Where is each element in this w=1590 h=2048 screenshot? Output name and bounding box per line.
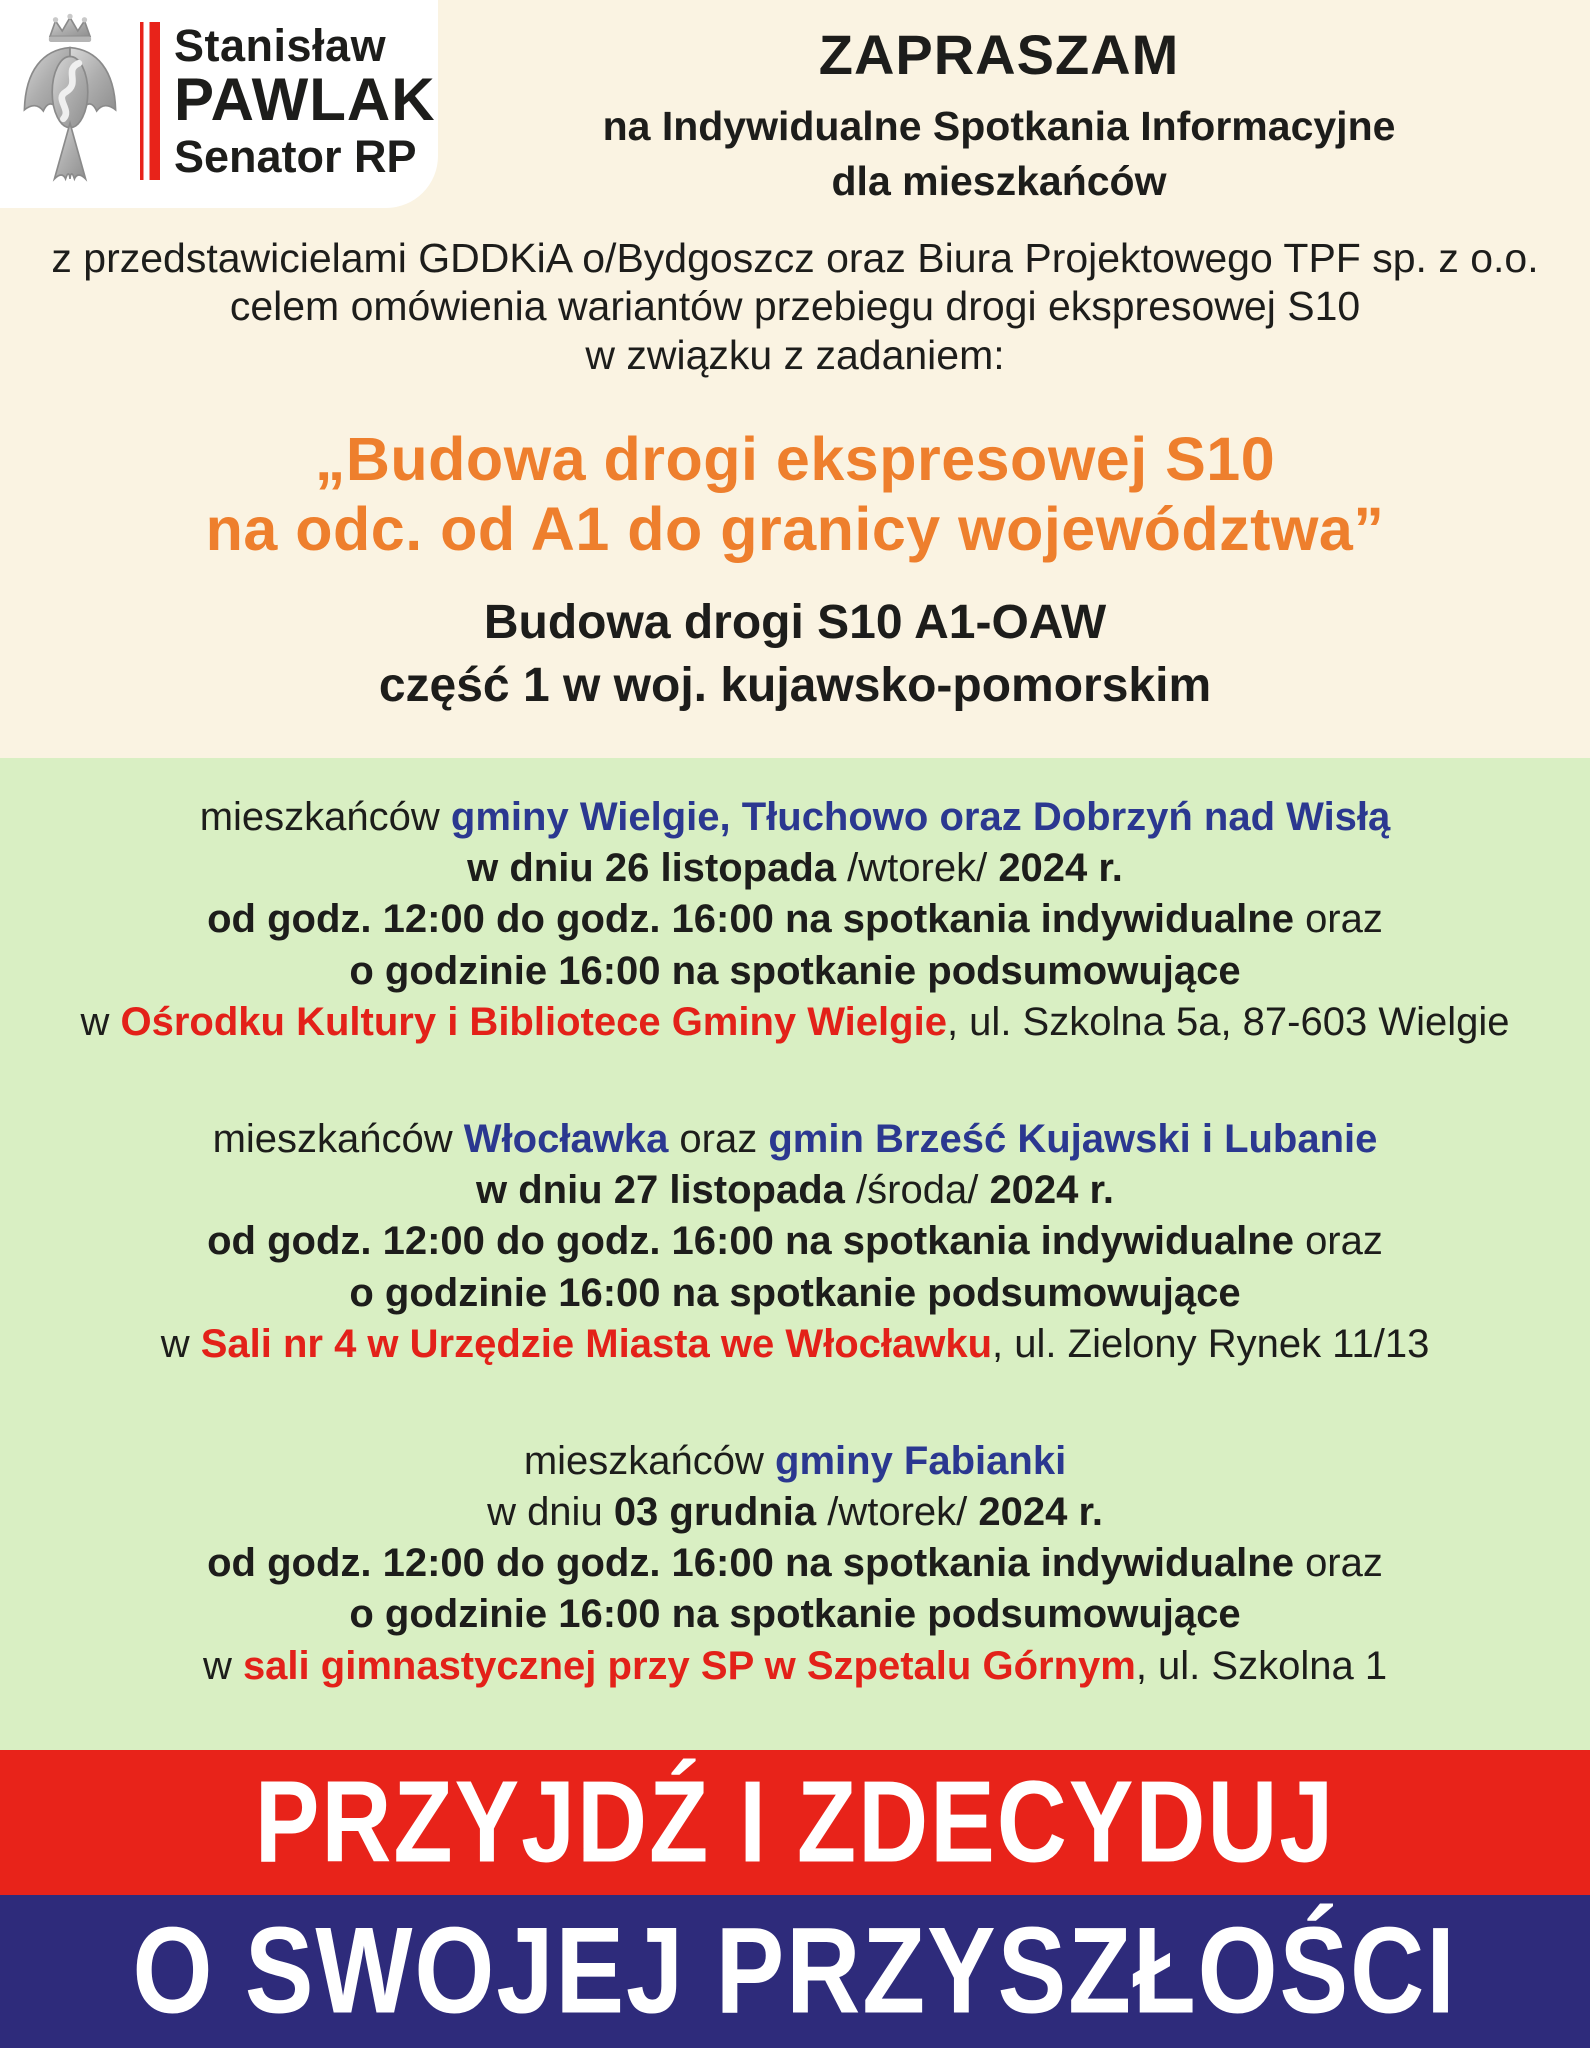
date-line	[0, 1487, 1590, 1538]
date-year: 2024 r.	[978, 1490, 1103, 1535]
audience-group: gminy Fabianki	[775, 1438, 1067, 1483]
date-weekday: /wtorek/	[847, 846, 999, 891]
call-to-action-banner-navy	[0, 1895, 1590, 2048]
senator-last-name: PAWLAK	[174, 66, 436, 133]
individual-meetings-text: od godz. 12:00 do godz. 16:00 na spotkania indywidualne	[207, 897, 1306, 942]
invitation-subtitle-2: dla mieszkańców	[831, 158, 1167, 204]
invitation-subtitle-1: na Indywidualne Spotkania Informacyjne	[602, 103, 1396, 149]
audience-line	[0, 1436, 1590, 1487]
senator-logo-card	[0, 0, 438, 208]
invitation-title: ZAPRASZAM	[818, 23, 1180, 86]
individual-meetings-suffix: oraz	[1305, 1541, 1383, 1586]
individual-meetings-line	[0, 1538, 1590, 1589]
date-line	[0, 843, 1590, 894]
header-row	[0, 0, 1590, 208]
project-subtitle	[0, 592, 1590, 717]
venue-line	[0, 1319, 1590, 1370]
date-year: 2024 r.	[998, 846, 1123, 891]
project-title	[0, 425, 1590, 564]
summary-meeting-line	[0, 946, 1590, 997]
audience-mid: oraz	[668, 1116, 769, 1161]
audience-group: Włocławka	[463, 1116, 669, 1161]
venue-prefix: w	[160, 1321, 201, 1366]
venue-name: sali gimnastycznej przy SP w Szpetalu Górnym	[242, 1643, 1136, 1688]
individual-meetings-text: od godz. 12:00 do godz. 16:00 na spotkania indywidualne	[207, 1541, 1306, 1586]
venue-address: , ul. Szkolna 5a, 87-603 Wielgie	[946, 999, 1510, 1044]
venue-line	[0, 997, 1590, 1048]
project-title-line-1: „Budowa drogi ekspresowej S10	[314, 425, 1276, 494]
date-main: 03 grudnia	[613, 1490, 828, 1535]
date-prefix: w dniu	[487, 1490, 614, 1535]
individual-meetings-suffix: oraz	[1305, 1219, 1383, 1264]
intro-line-3: w związku z zadaniem:	[585, 331, 1005, 378]
project-subtitle-line-2: część 1 w woj. kujawsko-pomorskim	[378, 658, 1212, 712]
invitation-header	[438, 0, 1590, 205]
individual-meetings-text: od godz. 12:00 do godz. 16:00 na spotkania indywidualne	[207, 1219, 1306, 1264]
date-main: w dniu 27 listopada	[475, 1168, 857, 1213]
senate-eagle-icon	[14, 12, 126, 190]
senator-first-name: Stanisław	[174, 20, 387, 71]
venue-name: Ośrodku Kultury i Bibliotece Gminy Wielgie	[120, 999, 947, 1044]
meeting-block-wielgie	[0, 792, 1590, 1048]
call-to-action-banner-red	[0, 1750, 1590, 1895]
venue-address: , ul. Zielony Rynek 11/13	[992, 1321, 1430, 1366]
summary-meeting-text: o godzinie 16:00 na spotkanie podsumowujące	[349, 1592, 1241, 1637]
audience-group-2: gmin Brześć Kujawski i Lubanie	[768, 1116, 1378, 1161]
summary-meeting-text: o godzinie 16:00 na spotkanie podsumowujące	[349, 1270, 1241, 1315]
intro-line-2: celem omówienia wariantów przebiegu drogi ekspresowej S10	[229, 283, 1361, 330]
project-subtitle-line-1: Budowa drogi S10 A1-OAW	[483, 596, 1107, 650]
meetings-section	[0, 758, 1590, 1750]
intro-paragraph	[0, 234, 1590, 379]
summary-meeting-line	[0, 1589, 1590, 1640]
meeting-block-fabianki	[0, 1436, 1590, 1692]
audience-line	[0, 1114, 1590, 1165]
date-year: 2024 r.	[989, 1168, 1115, 1213]
individual-meetings-line	[0, 1216, 1590, 1267]
summary-meeting-text: o godzinie 16:00 na spotkanie podsumowujące	[349, 948, 1241, 993]
date-line	[0, 1165, 1590, 1216]
top-section	[0, 0, 1590, 758]
senator-title: Senator RP	[174, 131, 417, 182]
meeting-block-wloclawek	[0, 1114, 1590, 1370]
audience-line	[0, 792, 1590, 843]
project-title-line-2: na odc. od A1 do granicy województwa”	[205, 494, 1385, 563]
audience-group: gminy Wielgie, Tłuchowo oraz Dobrzyń nad Wisłą	[450, 795, 1391, 839]
venue-prefix: w	[202, 1643, 243, 1688]
venue-name: Sali nr 4 w Urzędzie Miasta we Włocławku	[200, 1321, 993, 1366]
call-to-action-line-2: O SWOJEJ PRZYSZŁOŚCI	[132, 1902, 1458, 2040]
venue-prefix: w	[80, 999, 121, 1044]
call-to-action-line-1: PRZYJDŹ I ZDECYDUJ	[254, 1756, 1336, 1887]
date-main: w dniu 26 listopada	[467, 846, 848, 891]
venue-line	[0, 1641, 1590, 1692]
venue-address: , ul. Szkolna 1	[1135, 1643, 1388, 1688]
date-weekday: /wtorek/	[827, 1490, 979, 1535]
intro-line-1: z przedstawicielami GDDKiA o/Bydgoszcz oraz Biura Projektowego TPF sp. z o.o.	[51, 235, 1539, 281]
individual-meetings-line	[0, 894, 1590, 945]
senator-name	[174, 20, 436, 182]
individual-meetings-suffix: oraz	[1305, 897, 1383, 942]
audience-prefix: mieszkańców	[212, 1116, 464, 1161]
audience-prefix: mieszkańców	[523, 1438, 776, 1483]
audience-prefix: mieszkańców	[199, 795, 451, 839]
summary-meeting-line	[0, 1268, 1590, 1319]
red-flag-stripe	[140, 22, 160, 180]
date-weekday: /środa/	[856, 1168, 990, 1213]
